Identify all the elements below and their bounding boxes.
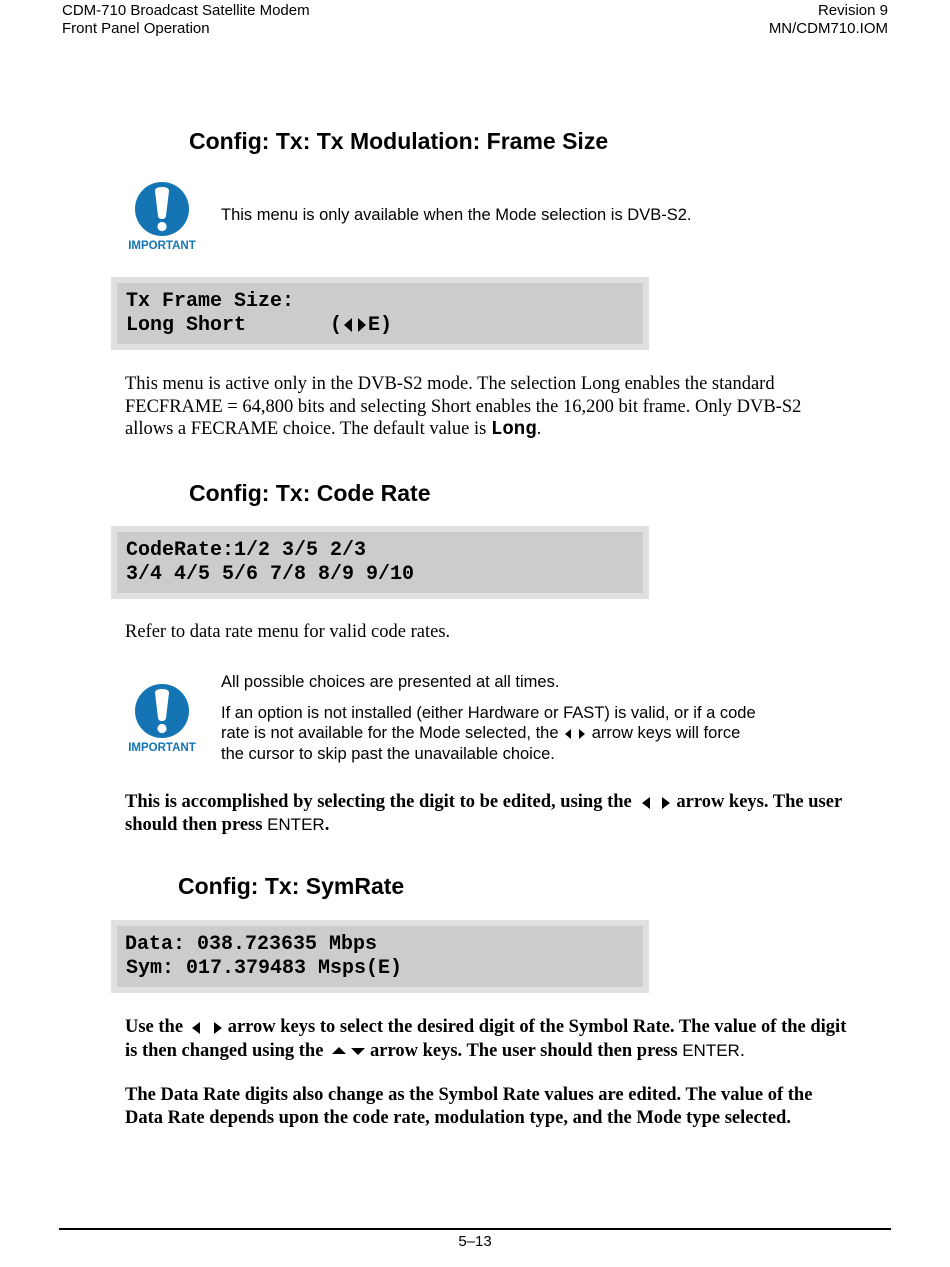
note-line: the cursor to skip past the unavailable choice. <box>221 744 555 763</box>
section-title-frame-size: Config: Tx: Tx Modulation: Frame Size <box>189 128 609 154</box>
paragraph-text: is then changed using the <box>125 1040 329 1061</box>
paragraph-line <box>125 1039 915 1063</box>
lcd-line-2: 3/4 4/5 5/6 7/8 8/9 9/10 <box>126 563 415 586</box>
paragraph-text: This is accomplished by selecting the digit to be edited, using the <box>125 792 637 812</box>
section-title-symrate: Config: Tx: SymRate <box>178 873 405 899</box>
left-right-arrows-icon <box>342 316 368 334</box>
paragraph-line <box>125 814 905 837</box>
paragraph-text: should then press <box>125 814 268 835</box>
section-title-code-rate: Config: Tx: Code Rate <box>189 480 431 506</box>
left-right-arrows-icon <box>188 1020 228 1036</box>
left-right-arrows-icon <box>636 795 676 811</box>
lcd-line-2: Sym: 017.379483 Msps(E) <box>126 957 403 980</box>
lcd-line-2 <box>126 314 392 338</box>
note-text: rate is not available for the Mode selected, the <box>221 724 564 742</box>
lcd-line-1: CodeRate:1/2 3/5 2/3 <box>126 539 367 562</box>
default-value: Long <box>490 418 537 440</box>
important-notice-icon <box>124 682 200 758</box>
paragraph-text: allows a FECRAME choice. The default value is <box>125 419 491 439</box>
left-right-arrows-icon <box>563 727 587 741</box>
paragraph-text: arrow keys. The user should then press <box>370 1040 683 1061</box>
lcd-line-1: Tx Frame Size: <box>126 290 295 313</box>
paragraph-line <box>125 1016 915 1039</box>
paragraph-text: arrow keys. The user <box>676 792 843 812</box>
note-line: If an option is not installed (either Hardware or FAST) is valid, or if a code <box>221 703 756 722</box>
note-line <box>221 723 821 744</box>
note-line: All possible choices are presented at all times. <box>221 673 560 691</box>
important-note-frame-size: This menu is only available when the Mode selection is DVB-S2. <box>221 206 692 224</box>
important-label: IMPORTANT <box>128 240 196 252</box>
lcd-display-frame-size <box>111 277 649 350</box>
page-number: 5–13 <box>458 1233 492 1250</box>
header-manual-number: MN/CDM710.IOM <box>768 20 888 37</box>
header-right <box>769 2 888 38</box>
paragraph-code-rate-instructions <box>125 791 905 836</box>
lcd-line-1: Data: 038.723635 Mbps <box>125 933 378 956</box>
paragraph-code-rate-ref: Refer to data rate menu for valid code rates. <box>125 622 451 642</box>
paragraph-line: The Data Rate digits also change as the Symbol Rate values are edited. The value of the <box>125 1085 813 1105</box>
up-down-arrows-icon <box>328 1043 370 1059</box>
paragraph-line <box>125 418 905 441</box>
exclamation-circle-icon <box>124 180 200 240</box>
footer-rule <box>59 1228 891 1230</box>
header-revision: Revision 9 <box>817 2 888 19</box>
important-notice-icon <box>124 180 200 256</box>
paragraph-text: . <box>324 814 330 835</box>
paragraph-line: FECFRAME = 64,800 bits and selecting Short enables the 16,200 bit frame. Only DVB-S2 <box>125 396 802 417</box>
paragraph-text: arrow keys to select the desired digit of the Symbol Rate. The value of the digit <box>227 1017 847 1037</box>
lcd-display-code-rate <box>111 526 649 599</box>
exclamation-circle-icon <box>124 682 200 742</box>
paragraph-symrate-instructions <box>125 1016 915 1129</box>
header-left <box>62 2 310 38</box>
paragraph-line <box>125 791 905 814</box>
enter-key-label: ENTER <box>682 1040 740 1060</box>
paragraph-text: . <box>536 419 542 439</box>
note-text: arrow keys will force <box>587 724 741 742</box>
important-label: IMPORTANT <box>128 742 196 754</box>
important-note-code-rate <box>221 672 821 764</box>
paragraph-line: Data Rate depends upon the code rate, modulation type, and the Mode type selected. <box>125 1107 791 1128</box>
header-chapter-title: Front Panel Operation <box>62 20 210 37</box>
lcd-display-symrate <box>111 920 649 993</box>
paragraph-text: . <box>739 1038 745 1060</box>
lcd-enter-indicator: E) <box>368 314 393 337</box>
paragraph-line: This menu is active only in the DVB-S2 mode. The selection Long enables the standard <box>125 374 775 394</box>
lcd-frame-options: Long Short ( <box>126 314 343 337</box>
enter-key-label: ENTER <box>267 814 325 834</box>
paragraph-frame-size <box>125 373 905 441</box>
header-document-title: CDM-710 Broadcast Satellite Modem <box>62 2 310 19</box>
paragraph-text: Use the <box>125 1017 188 1037</box>
